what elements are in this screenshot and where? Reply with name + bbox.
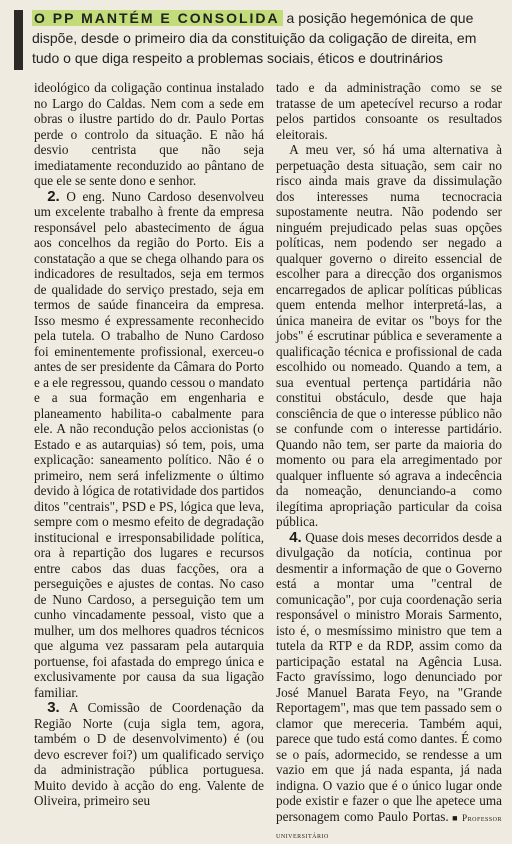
- right-paragraph-2: [276, 142, 502, 530]
- left-paragraph-2: [34, 189, 264, 701]
- right-paragraph-1: tado e da administração como se se tratasse de um apetecível recurso a rodar pelos partidos consoante os resultados eleitorais.: [276, 80, 502, 142]
- left-paragraph-2-text: O eng. Nuno Cardoso desenvolveu um excelente trabalho à frente da empresa responsável pelo abastecimento de água aos concelhos da região do Porto. Eis a constatação a que se chega olhando para os indicadores de resultados, seja em termos de qualidade do serviço prestado, seja em termos de saúde financeira da empresa. Isso mesmo é expressamente reconhecido pela tutela. O trabalho de Nuno Cardoso foi eminentemente profissional, exerceu-o antes de ser presidente da Câmara do Porto e a ele regressou, quando cessou o mandato e a sua formação em engenharia e planeamento habilita-o cabalmente para ele. A não recondução pelos accionistas (o Estado e as autarquias) só tem, pois, uma explicação: saneamento político. Não é o primeiro, nem será infelizmente o último devido à lógica de rotatividade dos partidos ditos "centrais", PSD e PS, lógica que leva, sempre com o mesmo efeito de degradação institucional e irresponsabilidade política, ora à repartição dos lugares e recursos entre cabos das duas facções, ora a perseguições e ajustes de contas. No caso de Nuno Cardoso, a perseguição tem um cunho vincadamente pessoal, visto que a mulher, um dos melhores quadros técnicos que alguma vez passaram pela autarquia portuense, foi afastada do emprego única e exclusivamente por causa da sua ligação familiar.: [34, 188, 264, 700]
- lead-paragraph: [32, 8, 502, 68]
- left-paragraph-3-text: A Comissão de Coordenação da Região Norte (cuja sigla tem, agora, também o D de desenvolvimento) é (ou devo escrever foi?) um qualificado serviço da administração pública portuguesa. Muito devido à acção do eng. Valente de Oliveira, primeiro seu: [34, 700, 264, 808]
- lead-block: [14, 8, 502, 74]
- left-paragraph-1: ideológico da coligação continua instalado no Largo do Caldas. Nem com a sede em obras o ilustre partido do dr. Paulo Portas perde o controlo da situação. E não há desvio centrista que não seja imediatamente reconduzido ao pântano de que ele se sente dono e senhor.: [34, 80, 264, 188]
- right-paragraph-3-text: Quase dois meses decorridos desde a divulgação da notícia, continua por desmentir a informação de que o Governo está a montar uma "central de comunicação", por cuja coordenação seria responsável o ministro Morais Sarmento, isto é, o mesmíssimo ministro que tem a tutela da RTP e da RDP, assim como da participação estatal na Agência Lusa. Facto gravíssimo, logo denunciado por José Manuel Barata Feyo, na "Grande Reportagem", mas que tem passado sem o clamor que mereceria. Também aqui, parece que tudo está como dantes. É como se o país, adormecido, se rendesse a um vazio em que já nada espanta, já nada indigna. O vazio que é o único lugar onde pode existir e fazer o que lhe apetece uma personagem como Paulo Portas.: [276, 529, 502, 824]
- signature-mark: ■: [448, 812, 463, 823]
- author-signature: Professor universitário: [276, 812, 502, 840]
- point-number-3: 3.: [47, 699, 60, 716]
- right-paragraph-2-text: A meu ver, só há uma alternativa à perpetuação desta situação, sem cair no risco ainda mais grave da dissimulação dos interesses numa tecnocracia supostamente neutra. Não podendo ser ninguém prejudicado pelas suas opções políticas, nem podendo ser negado a qualquer governo o direito essencial de escolher para a direcção dos organismos encarregados de aplicar políticas públicas quem entenda melhor interpretá-las, a única maneira de evitar os "boys for the jobs" é escrutinar pública e severamente a qualificação técnica e profissional de cada escolhido ou nomeado. Quando a tem, a sua eventual pertença partidária não constitui obstáculo, desde que haja consciência de que o interesse público não se confunde com o interesse partidário. Quando não tem, ser parte da maioria do momento ou para ela arregimentado por qualquer influente só agrava a indecência da nomeação, denunciando-a como ilegítima apropriação particular da coisa pública.: [276, 142, 502, 529]
- lead-bar: [14, 10, 23, 70]
- lead-text: a posição hegemónica de que dispõe, desde o primeiro dia da constituição da coligação de direita, em tudo o que diga respeito a problemas sociais, éticos e doutrinários: [32, 10, 477, 66]
- left-column: [34, 80, 264, 808]
- point-number-4: 4.: [289, 528, 302, 546]
- right-paragraph-3: [276, 530, 502, 844]
- lead-kicker: O PP MANTÉM E CONSOLIDA: [32, 10, 283, 26]
- right-column: [276, 80, 502, 840]
- point-number-2: 2.: [47, 187, 60, 205]
- left-paragraph-3: [34, 700, 264, 809]
